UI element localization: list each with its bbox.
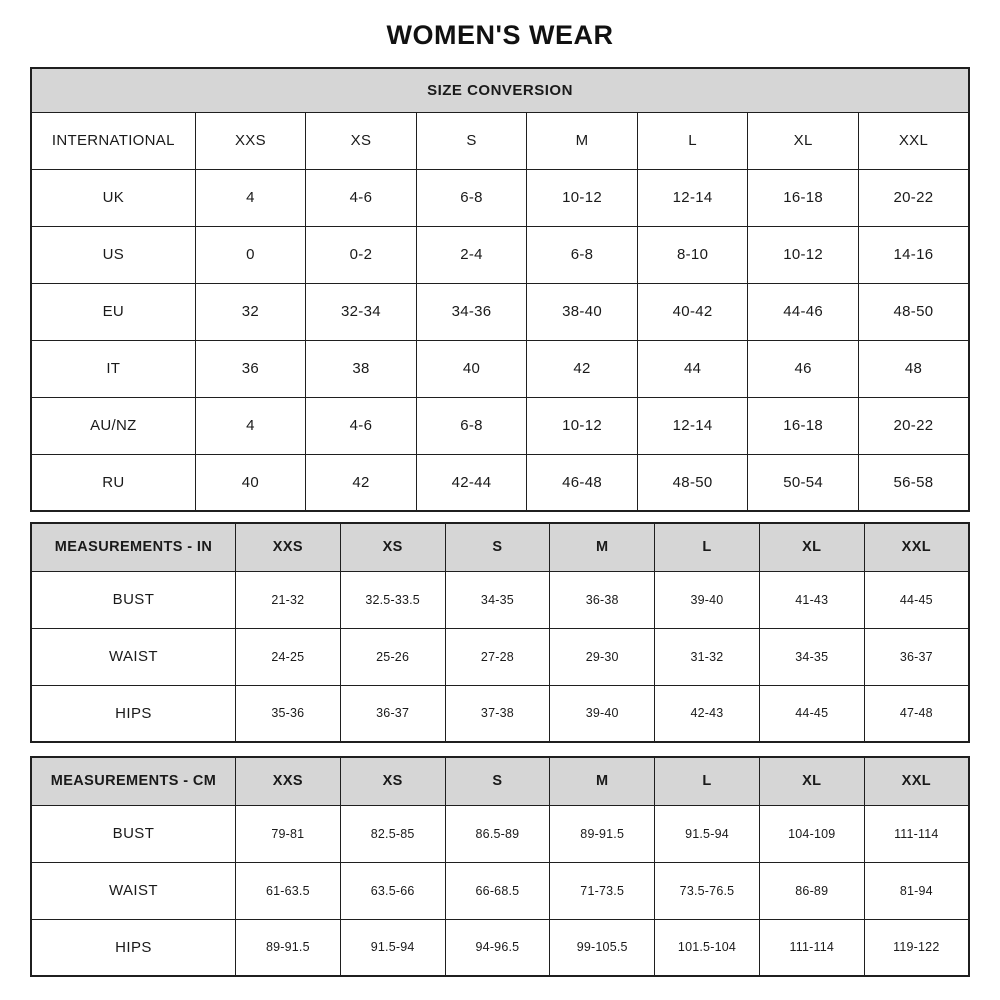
row-label: HIPS bbox=[31, 685, 235, 742]
value-cell: 61-63.5 bbox=[235, 862, 340, 919]
value-cell: 39-40 bbox=[550, 685, 655, 742]
value-cell: 20-22 bbox=[858, 169, 969, 226]
value-cell: 32 bbox=[195, 283, 306, 340]
value-cell: 94-96.5 bbox=[445, 919, 550, 976]
table-row bbox=[31, 340, 969, 397]
value-cell: 4 bbox=[195, 169, 306, 226]
value-cell: 89-91.5 bbox=[235, 919, 340, 976]
size-chart-page bbox=[30, 20, 970, 977]
value-cell: 48 bbox=[858, 340, 969, 397]
value-cell: 47-48 bbox=[864, 685, 969, 742]
value-cell: 42 bbox=[306, 454, 417, 511]
measurements-cm-header: MEASUREMENTS - CM bbox=[31, 757, 235, 805]
value-cell: 27-28 bbox=[445, 628, 550, 685]
size-column-header: XL bbox=[759, 757, 864, 805]
value-cell: 36 bbox=[195, 340, 306, 397]
value-cell: 8-10 bbox=[637, 226, 748, 283]
table-row bbox=[31, 112, 969, 169]
value-cell: 35-36 bbox=[235, 685, 340, 742]
table-header-row bbox=[31, 523, 969, 571]
value-cell: XXS bbox=[195, 112, 306, 169]
size-column-header: XXL bbox=[864, 757, 969, 805]
value-cell: 20-22 bbox=[858, 397, 969, 454]
table-row bbox=[31, 862, 969, 919]
row-label: AU/NZ bbox=[31, 397, 195, 454]
measurements-in-table bbox=[30, 522, 970, 743]
value-cell: 44 bbox=[637, 340, 748, 397]
value-cell: 32-34 bbox=[306, 283, 417, 340]
value-cell: 10-12 bbox=[527, 169, 638, 226]
value-cell: 36-38 bbox=[550, 571, 655, 628]
size-column-header: XXL bbox=[864, 523, 969, 571]
value-cell: 0-2 bbox=[306, 226, 417, 283]
table-row bbox=[31, 628, 969, 685]
value-cell: 73.5-76.5 bbox=[655, 862, 760, 919]
value-cell: 34-35 bbox=[759, 628, 864, 685]
size-column-header: XS bbox=[340, 523, 445, 571]
value-cell: 66-68.5 bbox=[445, 862, 550, 919]
table-row bbox=[31, 571, 969, 628]
size-column-header: L bbox=[655, 523, 760, 571]
value-cell: 4-6 bbox=[306, 169, 417, 226]
value-cell: 42-43 bbox=[655, 685, 760, 742]
value-cell: XXL bbox=[858, 112, 969, 169]
value-cell: 71-73.5 bbox=[550, 862, 655, 919]
value-cell: 12-14 bbox=[637, 397, 748, 454]
value-cell: 4-6 bbox=[306, 397, 417, 454]
value-cell: 34-36 bbox=[416, 283, 527, 340]
value-cell: 36-37 bbox=[864, 628, 969, 685]
value-cell: 48-50 bbox=[637, 454, 748, 511]
table-row bbox=[31, 169, 969, 226]
table-row bbox=[31, 805, 969, 862]
size-column-header: S bbox=[445, 523, 550, 571]
value-cell: 82.5-85 bbox=[340, 805, 445, 862]
value-cell: 44-45 bbox=[759, 685, 864, 742]
value-cell: 50-54 bbox=[748, 454, 859, 511]
table-row bbox=[31, 685, 969, 742]
value-cell: 99-105.5 bbox=[550, 919, 655, 976]
table-row bbox=[31, 226, 969, 283]
row-label: WAIST bbox=[31, 862, 235, 919]
value-cell: S bbox=[416, 112, 527, 169]
value-cell: 16-18 bbox=[748, 169, 859, 226]
size-column-header: S bbox=[445, 757, 550, 805]
size-column-header: XS bbox=[340, 757, 445, 805]
row-label: WAIST bbox=[31, 628, 235, 685]
size-column-header: XXS bbox=[235, 757, 340, 805]
value-cell: 25-26 bbox=[340, 628, 445, 685]
value-cell: 56-58 bbox=[858, 454, 969, 511]
value-cell: 104-109 bbox=[759, 805, 864, 862]
row-label: BUST bbox=[31, 571, 235, 628]
size-column-header: M bbox=[550, 523, 655, 571]
size-column-header: XL bbox=[759, 523, 864, 571]
value-cell: 40 bbox=[195, 454, 306, 511]
row-label: US bbox=[31, 226, 195, 283]
measurements-cm-table bbox=[30, 756, 970, 977]
page-title: WOMEN'S WEAR bbox=[386, 20, 614, 50]
row-label: IT bbox=[31, 340, 195, 397]
value-cell: 10-12 bbox=[527, 397, 638, 454]
value-cell: L bbox=[637, 112, 748, 169]
row-label: BUST bbox=[31, 805, 235, 862]
value-cell: 91.5-94 bbox=[340, 919, 445, 976]
value-cell: 89-91.5 bbox=[550, 805, 655, 862]
size-conversion-header: SIZE CONVERSION bbox=[31, 68, 969, 112]
value-cell: 6-8 bbox=[416, 169, 527, 226]
value-cell: 63.5-66 bbox=[340, 862, 445, 919]
value-cell: 12-14 bbox=[637, 169, 748, 226]
value-cell: M bbox=[527, 112, 638, 169]
value-cell: 42-44 bbox=[416, 454, 527, 511]
table-row bbox=[31, 283, 969, 340]
value-cell: 111-114 bbox=[759, 919, 864, 976]
table-banner-row bbox=[31, 68, 969, 112]
value-cell: 6-8 bbox=[527, 226, 638, 283]
value-cell: 119-122 bbox=[864, 919, 969, 976]
size-column-header: M bbox=[550, 757, 655, 805]
row-label: INTERNATIONAL bbox=[31, 112, 195, 169]
value-cell: 44-45 bbox=[864, 571, 969, 628]
value-cell: 42 bbox=[527, 340, 638, 397]
value-cell: 10-12 bbox=[748, 226, 859, 283]
table-row bbox=[31, 919, 969, 976]
value-cell: 40 bbox=[416, 340, 527, 397]
value-cell: 21-32 bbox=[235, 571, 340, 628]
value-cell: XL bbox=[748, 112, 859, 169]
value-cell: 0 bbox=[195, 226, 306, 283]
value-cell: 46 bbox=[748, 340, 859, 397]
row-label: UK bbox=[31, 169, 195, 226]
value-cell: 46-48 bbox=[527, 454, 638, 511]
value-cell: 111-114 bbox=[864, 805, 969, 862]
value-cell: 39-40 bbox=[655, 571, 760, 628]
value-cell: 2-4 bbox=[416, 226, 527, 283]
value-cell: 86.5-89 bbox=[445, 805, 550, 862]
measurements-in-header: MEASUREMENTS - IN bbox=[31, 523, 235, 571]
value-cell: 14-16 bbox=[858, 226, 969, 283]
value-cell: 38 bbox=[306, 340, 417, 397]
value-cell: 32.5-33.5 bbox=[340, 571, 445, 628]
row-label: HIPS bbox=[31, 919, 235, 976]
value-cell: 38-40 bbox=[527, 283, 638, 340]
value-cell: 101.5-104 bbox=[655, 919, 760, 976]
table-header-row bbox=[31, 757, 969, 805]
value-cell: XS bbox=[306, 112, 417, 169]
value-cell: 86-89 bbox=[759, 862, 864, 919]
size-column-header: XXS bbox=[235, 523, 340, 571]
value-cell: 40-42 bbox=[637, 283, 748, 340]
size-conversion-table bbox=[30, 67, 970, 512]
value-cell: 48-50 bbox=[858, 283, 969, 340]
table-row bbox=[31, 454, 969, 511]
value-cell: 36-37 bbox=[340, 685, 445, 742]
value-cell: 24-25 bbox=[235, 628, 340, 685]
value-cell: 41-43 bbox=[759, 571, 864, 628]
row-label: EU bbox=[31, 283, 195, 340]
value-cell: 31-32 bbox=[655, 628, 760, 685]
value-cell: 81-94 bbox=[864, 862, 969, 919]
table-row bbox=[31, 397, 969, 454]
value-cell: 29-30 bbox=[550, 628, 655, 685]
value-cell: 16-18 bbox=[748, 397, 859, 454]
value-cell: 79-81 bbox=[235, 805, 340, 862]
value-cell: 44-46 bbox=[748, 283, 859, 340]
value-cell: 34-35 bbox=[445, 571, 550, 628]
value-cell: 6-8 bbox=[416, 397, 527, 454]
value-cell: 91.5-94 bbox=[655, 805, 760, 862]
size-column-header: L bbox=[655, 757, 760, 805]
value-cell: 4 bbox=[195, 397, 306, 454]
row-label: RU bbox=[31, 454, 195, 511]
value-cell: 37-38 bbox=[445, 685, 550, 742]
